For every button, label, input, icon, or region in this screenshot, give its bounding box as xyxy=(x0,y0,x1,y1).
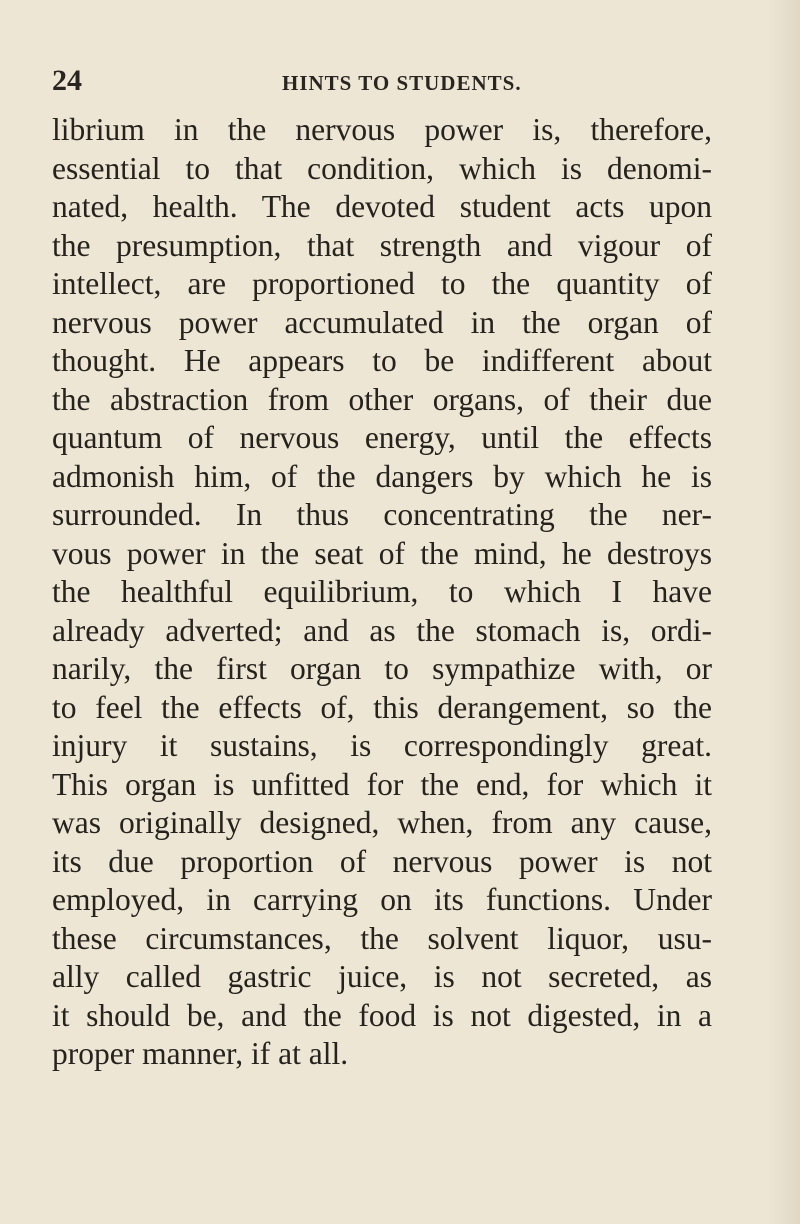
running-head: HINTS TO STUDENTS. xyxy=(282,71,522,95)
text-line: already adverted; and as the stomach is, ordi- xyxy=(52,612,712,648)
text-line: it should be, and the food is not digested, in a xyxy=(52,997,712,1033)
text-line: nervous power accumulated in the organ of xyxy=(52,304,712,340)
text-line: the presumption, that strength and vigour of xyxy=(52,227,712,263)
text-line: was originally designed, when, from any cause, xyxy=(52,805,712,840)
body-text xyxy=(52,111,712,1074)
text-line: thought. He appears to be indifferent about xyxy=(52,343,712,378)
text-line: admonish him, of the dangers by which he is xyxy=(52,458,712,494)
text-line: nated, health. The devoted student acts upon xyxy=(52,189,712,224)
text-line: employed, in carrying on its functions. Under xyxy=(52,882,712,917)
text-line: essential to that condition, which is denomi- xyxy=(52,150,712,186)
text-line: its due proportion of nervous power is not xyxy=(52,843,712,879)
text-line: ally called gastric juice, is not secreted, as xyxy=(52,959,712,994)
text-line: narily, the first organ to sympathize with, or xyxy=(52,651,712,686)
text-line: vous power in the seat of the mind, he destroys xyxy=(52,535,712,571)
text-line: proper manner, if at all. xyxy=(52,1036,349,1071)
page-header xyxy=(52,66,752,96)
text-line: to feel the effects of, this derangement, so the xyxy=(52,689,712,725)
text-line: surrounded. In thus concentrating the ner- xyxy=(52,497,712,532)
page-number: 24 xyxy=(52,64,82,97)
text-line: librium in the nervous power is, therefore, xyxy=(52,112,712,147)
text-line: injury it sustains, is correspondingly great. xyxy=(52,728,712,763)
text-line: the abstraction from other organs, of their due xyxy=(52,381,712,417)
text-line: intellect, are proportioned to the quantity of xyxy=(52,266,712,301)
text-line: these circumstances, the solvent liquor, usu- xyxy=(52,920,712,956)
text-line: the healthful equilibrium, to which I have xyxy=(52,574,712,609)
text-line: This organ is unfitted for the end, for which it xyxy=(52,766,712,802)
text-line: quantum of nervous energy, until the effects xyxy=(52,420,712,455)
